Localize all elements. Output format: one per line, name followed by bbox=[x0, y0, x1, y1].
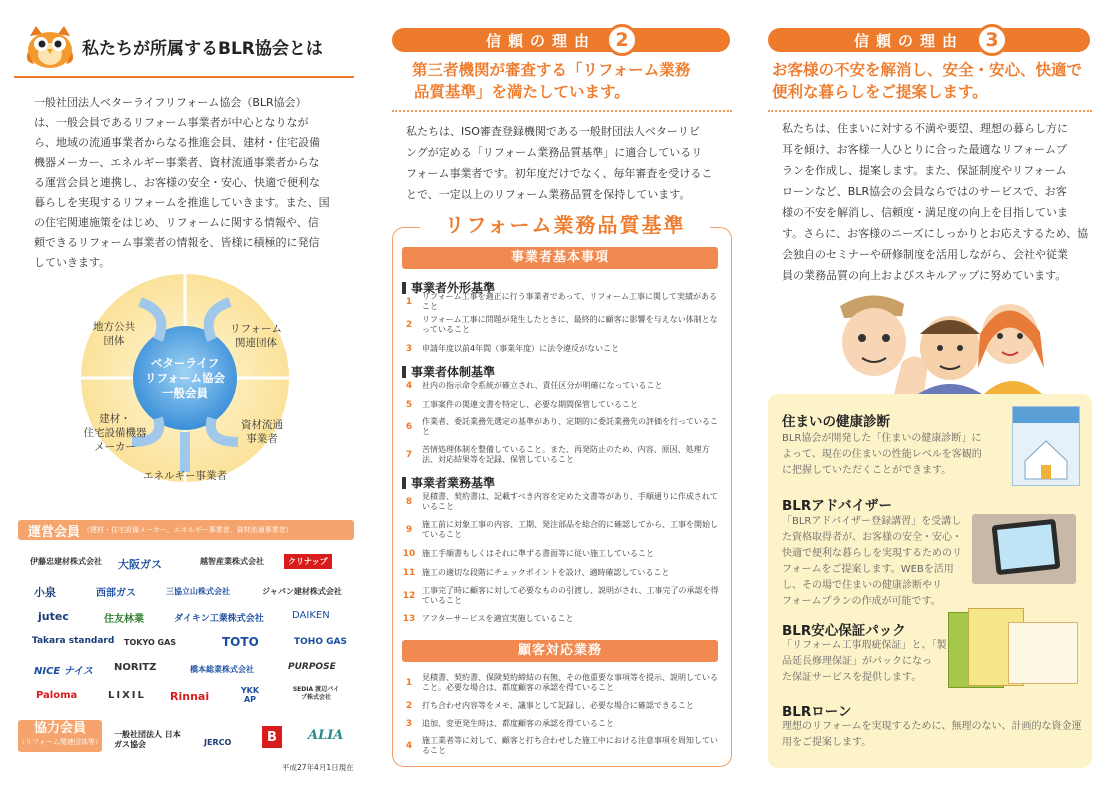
reason3-divider bbox=[768, 110, 1092, 112]
reason2-label: 信頼の理由 bbox=[485, 31, 596, 50]
reason2-bar bbox=[392, 28, 730, 52]
reason2-body: 私たちは、ISO審査登録機関である一般財団法人ベターリビ ングが定める「リフォーム業務品質基準」に適合しているリ フォーム事業者です。初年度だけでなく、毎年審査を受けるこ とで、一定以上のリフォーム業務品質を保持しています。 bbox=[406, 125, 713, 201]
quality-item: 4 社内の指示命令系統が確立され、責任区分が明確になっていること bbox=[405, 381, 663, 391]
quality-item: 9 施工前に対象工事の内容、工期、発注部品を総合的に確認してから、工事を開始していること bbox=[405, 520, 718, 539]
people-illustration bbox=[832, 282, 1052, 394]
service-text-advisor: 「BLRアドバイザー登録講習」を受講し た資格取得者が、お客様の安全・安心・ 快適で便利な暮らしを実現するためのリ フォームをご提案します。WEBを活用 し、その場で住まいの健康診断やリ フォームプランの作成が可能です。 bbox=[782, 516, 962, 607]
logo-noritz: NORITZ bbox=[114, 662, 157, 673]
quality-item: 2 リフォーム工事に問題が発生したときに、最終的に顧客に影響を与えない体制となっていること bbox=[405, 315, 718, 334]
logo-nice: NICE ナイス bbox=[34, 666, 93, 677]
reason3-heading: お客様の不安を解消し、安全・安心、快適で 便利な暮らしをご提案します。 bbox=[772, 61, 1083, 101]
quality-item: 3 申請年度以前4年間（事業年度）に法令違反がないこと bbox=[405, 344, 620, 354]
reason3-label: 信頼の理由 bbox=[853, 31, 964, 50]
customer-item: 4 施工業者等に対して、顧客と打ち合わせした施工中における注意事項を周知していること bbox=[405, 736, 718, 755]
logo-lixil: LIXIL bbox=[108, 690, 146, 701]
logo-takara: Takara standard bbox=[32, 636, 115, 646]
owl-mascot-icon bbox=[22, 22, 78, 70]
title-underline bbox=[14, 76, 354, 78]
diagram-energy: エネルギー事業者 bbox=[143, 470, 227, 482]
health-check-booklet-image bbox=[1012, 406, 1080, 486]
tablet-photo bbox=[972, 514, 1076, 584]
quality-item: 1 リフォーム工事を適正に行う事業者であって、リフォーム工事に関して実績があること bbox=[405, 292, 717, 311]
customer-item: 3 追加、変更発生時は、都度顧客の承認を得ていること bbox=[405, 719, 614, 729]
logo-tohogas: TOHO GAS bbox=[294, 637, 347, 647]
page-title: 私たちが所属するBLR協会とは bbox=[82, 39, 323, 59]
logo-daikin: ダイキン工業株式会社 bbox=[174, 614, 264, 624]
reason3-bar bbox=[768, 28, 1090, 52]
service-title-loan: BLRローン bbox=[782, 704, 852, 720]
logo-nihon-gas: 一般社団法人 日本ガス協会 bbox=[114, 730, 181, 749]
operating-members-label: 運営会員 bbox=[28, 524, 81, 540]
basic-items-ribbon: 事業者基本事項 bbox=[402, 247, 718, 269]
operating-members-bar bbox=[18, 520, 354, 540]
quality-item: 13 アフターサービスを適宜実施していること bbox=[402, 614, 574, 624]
diagram-makers: 建材・ 住宅設備機器 メーカー bbox=[83, 413, 147, 453]
reason3-body: 私たちは、住まいに対する不満や要望、理想の暮らし方に 耳を傾け、お客様一人ひとりに合った最適なリフォームプ ランを作成し、提案します。また、保証制度やリフォーム ローンなど、BLR協会の会員ならではのサービスで、お客 様の不安を解消し、信頼度・満足度の向上を目指していま す。さらに、お客様のニーズにしっかりとお応えするため、協 会独自のセミナーや研修制度を活用しながら、会社や従業 員の業務品質の向上およびスキルアップに努めています。 bbox=[782, 122, 1089, 282]
cooperating-members-label: 協力会員 bbox=[33, 721, 86, 736]
logo-purpose: PURPOSE bbox=[288, 662, 336, 672]
logo-osakagas: 大阪ガス bbox=[118, 558, 162, 571]
logo-paloma: Paloma bbox=[36, 690, 78, 701]
service-title-advisor: BLRアドバイザー bbox=[782, 498, 893, 514]
logo-saibugas: 西部ガス bbox=[96, 588, 136, 599]
quality-item: 12 工事完了時に顧客に対して必要なものの引渡し、説明がされ、工事完了の承認を得ていること bbox=[402, 586, 719, 605]
reason3-number: 3 bbox=[976, 24, 1008, 56]
logo-jutec: jutec bbox=[38, 610, 69, 623]
section-heading-structure: 事業者体制基準 bbox=[402, 363, 495, 380]
customer-item: 2 打ち合わせ内容等をメモ、議事として記録し、必要な場合に確認できること bbox=[405, 701, 694, 711]
operating-members-note: （建材・住宅設備メーカー、エネルギー事業者、資材流通事業者） bbox=[83, 526, 293, 534]
warranty-pamphlet-image bbox=[948, 608, 1080, 690]
diagram-reform-groups: リフォーム 関連団体 bbox=[230, 323, 282, 349]
quality-item: 6 作業者、委託業務先選定の基準があり、定期的に委託業務先の評価を行っていること bbox=[405, 417, 718, 436]
logo-japan-kenzai: ジャパン建材株式会社 bbox=[262, 587, 342, 596]
logo-sumitomo: 住友林業 bbox=[104, 614, 144, 625]
logo-sedia: SEDIA 渡辺パイプ株式会社 bbox=[292, 686, 340, 701]
logo-cleanup: クリナップ bbox=[284, 554, 332, 569]
logo-daiken: DAIKEN bbox=[292, 610, 330, 621]
service-text-health: BLR協会が開発した「住まいの健康診断」に よって、現在の住まいの性能レベルを客観的 に把握していただくことができます。 bbox=[782, 433, 982, 476]
date-note: 平成27年4月1日現在 bbox=[282, 763, 354, 772]
customer-items-ribbon: 顧客対応業務 bbox=[402, 640, 718, 662]
logo-alia: ALIA bbox=[308, 728, 344, 743]
quality-item: 10 施工手順書もしくはそれに準ずる書面等に従い施工していること bbox=[402, 549, 654, 559]
logo-ochi: 越智産業株式会社 bbox=[200, 557, 264, 566]
customer-item: 1 見積書、契約書、保険契約締結の有無、その他重要な事項等を提示、説明していること。必要な場合は、都度顧客の承認を得ていること bbox=[405, 673, 718, 692]
service-title-health: 住まいの健康診断 bbox=[782, 414, 890, 430]
quality-item: 11 施工の適切な段階にチェックポイントを設け、適時確認していること bbox=[402, 568, 670, 578]
quality-item: 5 工事案件の関連文書を特定し、必要な期間保管していること bbox=[405, 400, 638, 410]
section-heading-business: 事業者業務基準 bbox=[402, 474, 495, 491]
reason2-divider bbox=[392, 110, 732, 112]
logo-rinnai: Rinnai bbox=[170, 690, 210, 703]
intro-paragraph: 一般社団法人ベターライフリフォーム協会（BLR協会） は、一般会員であるリフォーム事業者が中心となりなが ら、地域の流通事業者からなる推進会員、建材・住宅設備 機器メーカー、エネルギー事業者、資材流通事業者からな る運営会員と連携し、お客様の安全・安心、快適で便利な 暮らしを実現するリフォームを推進していきます。また、国 の住宅関連施策をはじめ、リフォームに関する情報や、信 頼できるリフォーム事業者の情報を、皆様に積極的に発信 していきます。 bbox=[34, 96, 330, 269]
cooperating-members-note: （リフォーム関連団体等） bbox=[18, 738, 102, 746]
diagram-center: ベターライフ リフォーム協会 一般会員 bbox=[145, 356, 225, 400]
service-text-loan: 理想のリフォームを実現するために、無理のない、計画的な資金運 用をご提案します。 bbox=[782, 721, 1082, 748]
cooperating-members-badge bbox=[18, 720, 102, 752]
quality-item: 7 苦情処理体制を整備していること。また、再発防止のため、内容、原因、処理方法、対応結果等を記録、保管していること bbox=[405, 445, 710, 464]
logo-koizumi: 小泉 bbox=[34, 586, 56, 599]
service-title-warranty: BLR安心保証パック bbox=[782, 623, 906, 639]
diagram-local-gov: 地方公共 団体 bbox=[93, 321, 135, 347]
association-diagram bbox=[40, 272, 330, 484]
logo-b: B bbox=[262, 726, 282, 748]
reason2-number: 2 bbox=[606, 24, 638, 56]
diagram-distributors: 資材流通 事業者 bbox=[241, 419, 283, 445]
logo-itochu: 伊藤忠建材株式会社 bbox=[30, 557, 102, 566]
quality-item: 8 見積書、契約書は、記載すべき内容を定めた文書等があり、手順通りに作成されていること bbox=[405, 492, 718, 511]
quality-standards-title: リフォーム業務品質基準 bbox=[420, 210, 710, 240]
reason2-heading: 第三者機関が審査する「リフォーム業務 品質基準」を満たしています。 bbox=[412, 61, 691, 101]
logo-tokyogas: TOKYO GAS bbox=[124, 638, 177, 647]
section-heading-form: 事業者外形基準 bbox=[402, 279, 495, 296]
logo-ykkap: YKK AP bbox=[240, 686, 260, 704]
logo-jerco: JERCO bbox=[204, 738, 232, 747]
service-text-warranty: 「リフォーム工事瑕疵保証」と、「製 品延長修理保証」がパックになっ た保証サービスを提供します。 bbox=[782, 640, 947, 683]
logo-sankyo: 三協立山株式会社 bbox=[166, 587, 230, 596]
logo-toto: TOTO bbox=[222, 635, 259, 649]
logo-hashimoto: 橋本総業株式会社 bbox=[190, 665, 254, 674]
